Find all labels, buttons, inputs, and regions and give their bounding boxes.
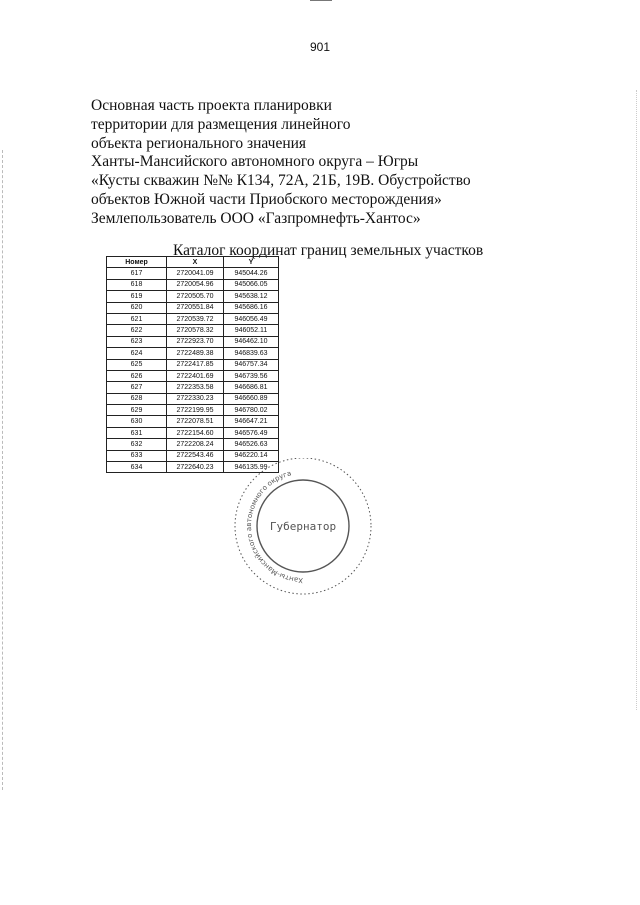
cell-x: 2722543.46 — [167, 450, 224, 461]
cell-number: 621 — [107, 313, 167, 324]
cell-y: 946757.34 — [224, 359, 279, 370]
cell-y: 946576.49 — [224, 427, 279, 438]
cell-x: 2720539.72 — [167, 313, 224, 324]
cell-y: 946839.63 — [224, 348, 279, 359]
cell-number: 631 — [107, 427, 167, 438]
cell-number: 632 — [107, 439, 167, 450]
table-row — [107, 336, 279, 347]
table-header-row — [107, 257, 279, 268]
table-row — [107, 268, 279, 279]
heading-line: Основная часть проекта планировки — [91, 97, 332, 114]
table-body — [107, 268, 279, 473]
cell-y: 946056.49 — [224, 313, 279, 324]
table-row — [107, 393, 279, 404]
cell-x: 2722078.51 — [167, 416, 224, 427]
table-row — [107, 416, 279, 427]
official-seal — [228, 458, 378, 598]
cell-number: 630 — [107, 416, 167, 427]
cell-y: 945066.05 — [224, 279, 279, 290]
cell-y: 945686.16 — [224, 302, 279, 313]
cell-x: 2722154.60 — [167, 427, 224, 438]
table-row — [107, 439, 279, 450]
column-header-y: Y — [224, 257, 279, 268]
cell-y: 945044.26 — [224, 268, 279, 279]
cell-number: 628 — [107, 393, 167, 404]
cell-y: 946686.81 — [224, 382, 279, 393]
table-row — [107, 325, 279, 336]
cell-number: 623 — [107, 336, 167, 347]
cell-x: 2722208.24 — [167, 439, 224, 450]
cell-x: 2722923.70 — [167, 336, 224, 347]
cell-number: 626 — [107, 370, 167, 381]
heading-line: Землепользователь ООО «Газпромнефть-Хантос» — [91, 209, 421, 227]
cell-number: 624 — [107, 348, 167, 359]
cell-y: 946647.21 — [224, 416, 279, 427]
cell-number: 634 — [107, 462, 167, 473]
cell-x: 2722489.38 — [167, 348, 224, 359]
cell-number: 619 — [107, 291, 167, 302]
cell-y: 946739.56 — [224, 370, 279, 381]
cell-y: 946660.89 — [224, 393, 279, 404]
cell-number: 618 — [107, 279, 167, 290]
seal-center-text: Губернатор — [269, 520, 337, 533]
heading-line: территории для размещения линейного — [91, 115, 351, 133]
cell-number: 627 — [107, 382, 167, 393]
heading-line: «Кусты скважин №№ К134, 72А, 21Б, 19В. Обустройство — [91, 172, 471, 190]
table-row — [107, 348, 279, 359]
scan-edge-left — [2, 150, 4, 790]
table-row — [107, 279, 279, 290]
table-row — [107, 370, 279, 381]
coordinate-table — [106, 256, 279, 473]
page-edge-mark — [310, 0, 332, 4]
cell-x: 2722417.85 — [167, 359, 224, 370]
cell-y: 946526.63 — [224, 439, 279, 450]
column-header-x: X — [167, 257, 224, 268]
cell-number: 622 — [107, 325, 167, 336]
cell-x: 2722199.95 — [167, 405, 224, 416]
cell-number: 617 — [107, 268, 167, 279]
document-heading — [91, 97, 561, 229]
table-row — [107, 427, 279, 438]
cell-y: 946462.10 — [224, 336, 279, 347]
cell-x: 2720041.09 — [167, 268, 224, 279]
cell-y: 946220.14 — [224, 450, 279, 461]
cell-x: 2720505.70 — [167, 291, 224, 302]
seal-ring-text-path: Ханты-Мансийского автономного округа — [245, 469, 304, 585]
cell-x: 2720551.84 — [167, 302, 224, 313]
cell-number: 620 — [107, 302, 167, 313]
cell-number: 625 — [107, 359, 167, 370]
table-row — [107, 405, 279, 416]
cell-y: 946780.02 — [224, 405, 279, 416]
scan-edge-right — [636, 90, 638, 710]
table-row — [107, 359, 279, 370]
page-number: 901 — [309, 40, 331, 54]
heading-line: объекта регионального значения — [91, 134, 307, 152]
heading-line: объектов Южной части Приобского месторождения» — [91, 190, 442, 208]
table-row — [107, 291, 279, 302]
cell-number: 629 — [107, 405, 167, 416]
cell-x: 2722330.23 — [167, 393, 224, 404]
column-header-number: Номер — [107, 257, 167, 268]
catalog-title: Каталог координат границ земельных участков — [173, 242, 484, 259]
cell-x: 2722401.69 — [167, 370, 224, 381]
cell-x: 2720054.96 — [167, 279, 224, 290]
cell-x: 2722353.58 — [167, 382, 224, 393]
cell-x: 2720578.32 — [167, 325, 224, 336]
table-row — [107, 382, 279, 393]
cell-y: 946052.11 — [224, 325, 279, 336]
cell-number: 633 — [107, 450, 167, 461]
heading-line: Ханты-Мансийского автономного округа – Югры — [91, 153, 419, 171]
cell-y: 945638.12 — [224, 291, 279, 302]
table-row — [107, 302, 279, 313]
table-row — [107, 313, 279, 324]
cell-y: 946135.99 — [224, 462, 279, 473]
cell-x: 2722640.23 — [167, 462, 224, 473]
